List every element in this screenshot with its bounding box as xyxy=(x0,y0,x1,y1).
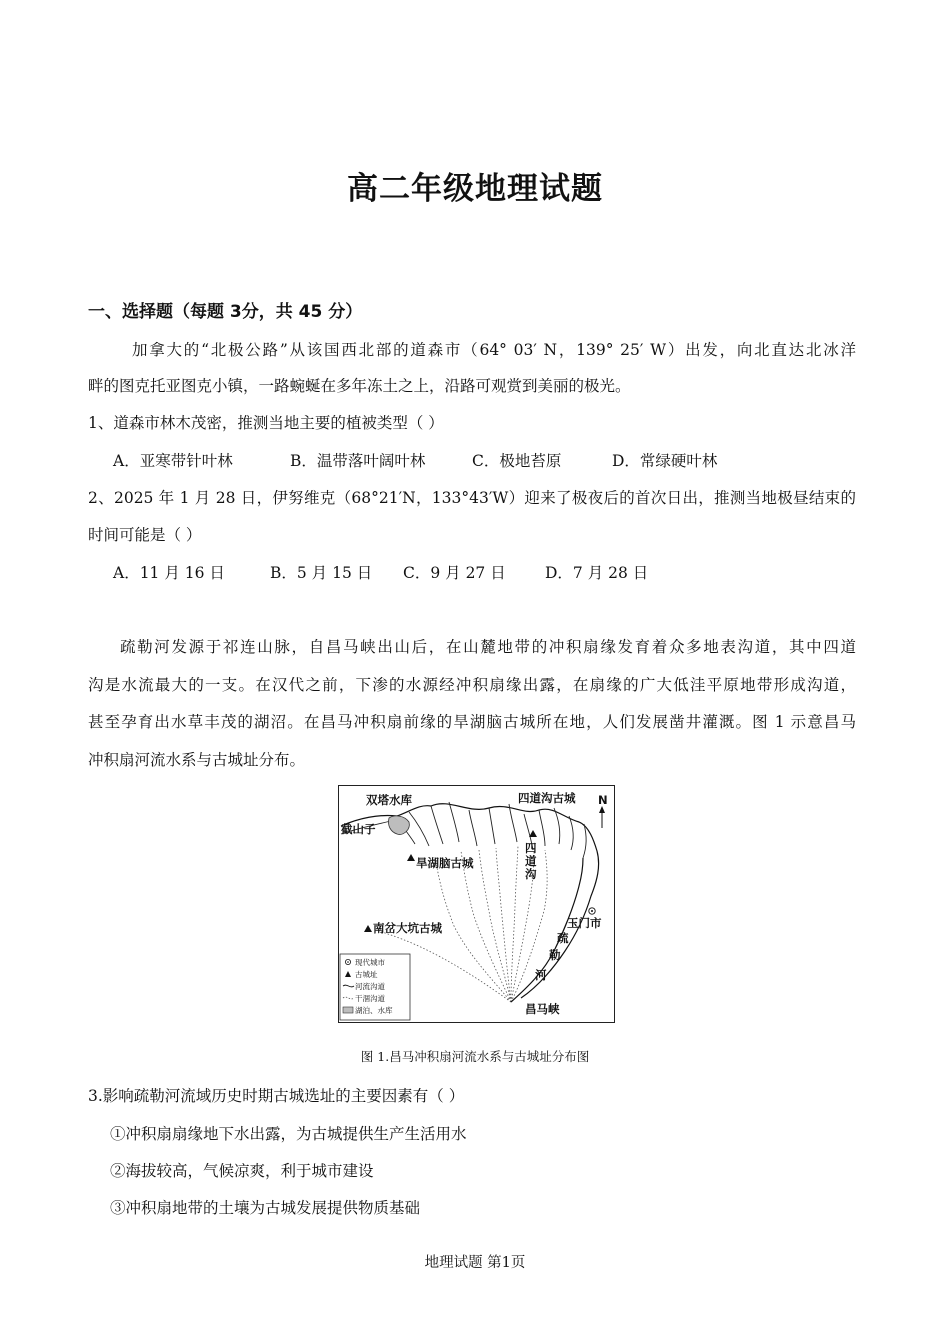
label-hanhunao: 旱湖脑古城 xyxy=(416,856,474,870)
label-le: 勒 xyxy=(549,948,561,962)
label-sidaogou-2: 道 xyxy=(525,854,537,868)
yumen-city-dot xyxy=(591,910,593,912)
passage2-line-4: 冲积扇河流水系与古城址分布。 xyxy=(88,751,306,769)
question-3-item-1: ①冲积扇扇缘地下水出露，为古城提供生产生活用水 xyxy=(110,1125,467,1143)
legend-label-river: 河流沟道 xyxy=(355,982,385,991)
question-2-stem-line-2: 时间可能是（ ） xyxy=(88,526,202,544)
question-3-item-3: ③冲积扇地带的土壤为古城发展提供物质基础 xyxy=(110,1199,421,1217)
question-1-option-c: C．极地苔原 xyxy=(472,452,562,470)
map-drawing xyxy=(339,786,614,1022)
legend-city-dot xyxy=(347,961,349,963)
north-arrow-head xyxy=(599,806,605,813)
question-3-item-2: ②海拔较高，气候凉爽，利于城市建设 xyxy=(110,1162,374,1180)
shuangta-reservoir xyxy=(388,816,409,834)
label-he: 河 xyxy=(535,968,547,982)
page-title: 高二年级地理试题 xyxy=(347,171,603,207)
question-2-option-b: B．5 月 15 日 xyxy=(270,564,373,582)
label-nancha: 南岔大坑古城 xyxy=(373,921,442,935)
legend-label-site: 古城址 xyxy=(355,970,378,979)
nancha-site-triangle xyxy=(364,925,372,932)
passage2-line-3: 甚至孕育出水草丰茂的湖沼。在昌马冲积扇前缘的旱湖脑古城所在地，人们发展凿井灌溉。图 1 示意昌马 xyxy=(88,713,856,731)
question-1-option-d: D．常绿硬叶林 xyxy=(612,452,718,470)
passage1-line-2: 畔的图克托亚图克小镇，一路蜿蜒在多年冻土之上，沿路可观赏到美丽的极光。 xyxy=(88,377,631,395)
question-2-option-a: A．11 月 16 日 xyxy=(113,564,225,582)
river-channels xyxy=(397,802,586,858)
label-changma: 昌马峡 xyxy=(525,1002,560,1016)
page-footer: 地理试题 第1页 xyxy=(424,1255,526,1271)
passage1-line-1: 加拿大的“北极公路”从该国西北部的道森市（64° 03′ N，139° 25′ W）出发，向北直达北冰洋 xyxy=(132,341,856,359)
passage2-line-1: 疏勒河发源于祁连山脉，自昌马峡出山后，在山麓地带的冲积扇缘发育着众多地表沟道，其中四道 xyxy=(120,638,856,656)
figure-caption: 图 1.昌马冲积扇河流水系与古城址分布图 xyxy=(360,1049,590,1064)
question-2-option-d: D．7 月 28 日 xyxy=(545,564,649,582)
shule-river xyxy=(511,858,583,1002)
label-sidaogou-1: 四 xyxy=(525,841,537,855)
passage2-line-2: 沟是水流最大的一支。在汉代之前，下渗的水源经冲积扇缘出露，在扇缘的广大低洼平原地带形成沟道， xyxy=(88,676,856,694)
figure-map xyxy=(338,785,615,1023)
legend-lake-swatch xyxy=(343,1007,353,1013)
label-reservoir: 双塔水库 xyxy=(366,793,412,807)
question-2-option-c: C．9 月 27 日 xyxy=(403,564,506,582)
question-3-stem: 3.影响疏勒河流域历史时期古城选址的主要因素有（ ） xyxy=(88,1087,465,1105)
legend-label-city: 现代城市 xyxy=(355,958,385,967)
question-1-option-a: A．亚寒带针叶林 xyxy=(113,452,233,470)
label-shu: 疏 xyxy=(557,931,569,945)
hanhunao-site-triangle xyxy=(407,854,415,861)
question-1-stem: 1、道森市林木茂密，推测当地主要的植被类型（ ） xyxy=(88,414,444,432)
label-north: N xyxy=(598,793,608,807)
legend-label-dry: 干涸沟道 xyxy=(355,994,385,1003)
legend-label-lake: 湖泊、水库 xyxy=(355,1006,393,1015)
question-2-stem-line-1: 2、2025 年 1 月 28 日，伊努维克（68°21′N，133°43′W）迎来了极夜后的首次日出，推测当地极昼结束的 xyxy=(88,489,856,507)
question-1-option-b: B．温带落叶阔叶林 xyxy=(290,452,426,470)
label-yumen: 玉门市 xyxy=(567,916,602,930)
sidaogou-site-triangle xyxy=(529,830,537,837)
label-sidaogou-3: 沟 xyxy=(525,867,537,881)
label-jieshanzi: 截山子 xyxy=(341,822,376,836)
section-heading: 一、选择题（每题 3分，共 45 分） xyxy=(88,302,363,322)
label-sidaogou-city: 四道沟古城 xyxy=(518,791,576,805)
